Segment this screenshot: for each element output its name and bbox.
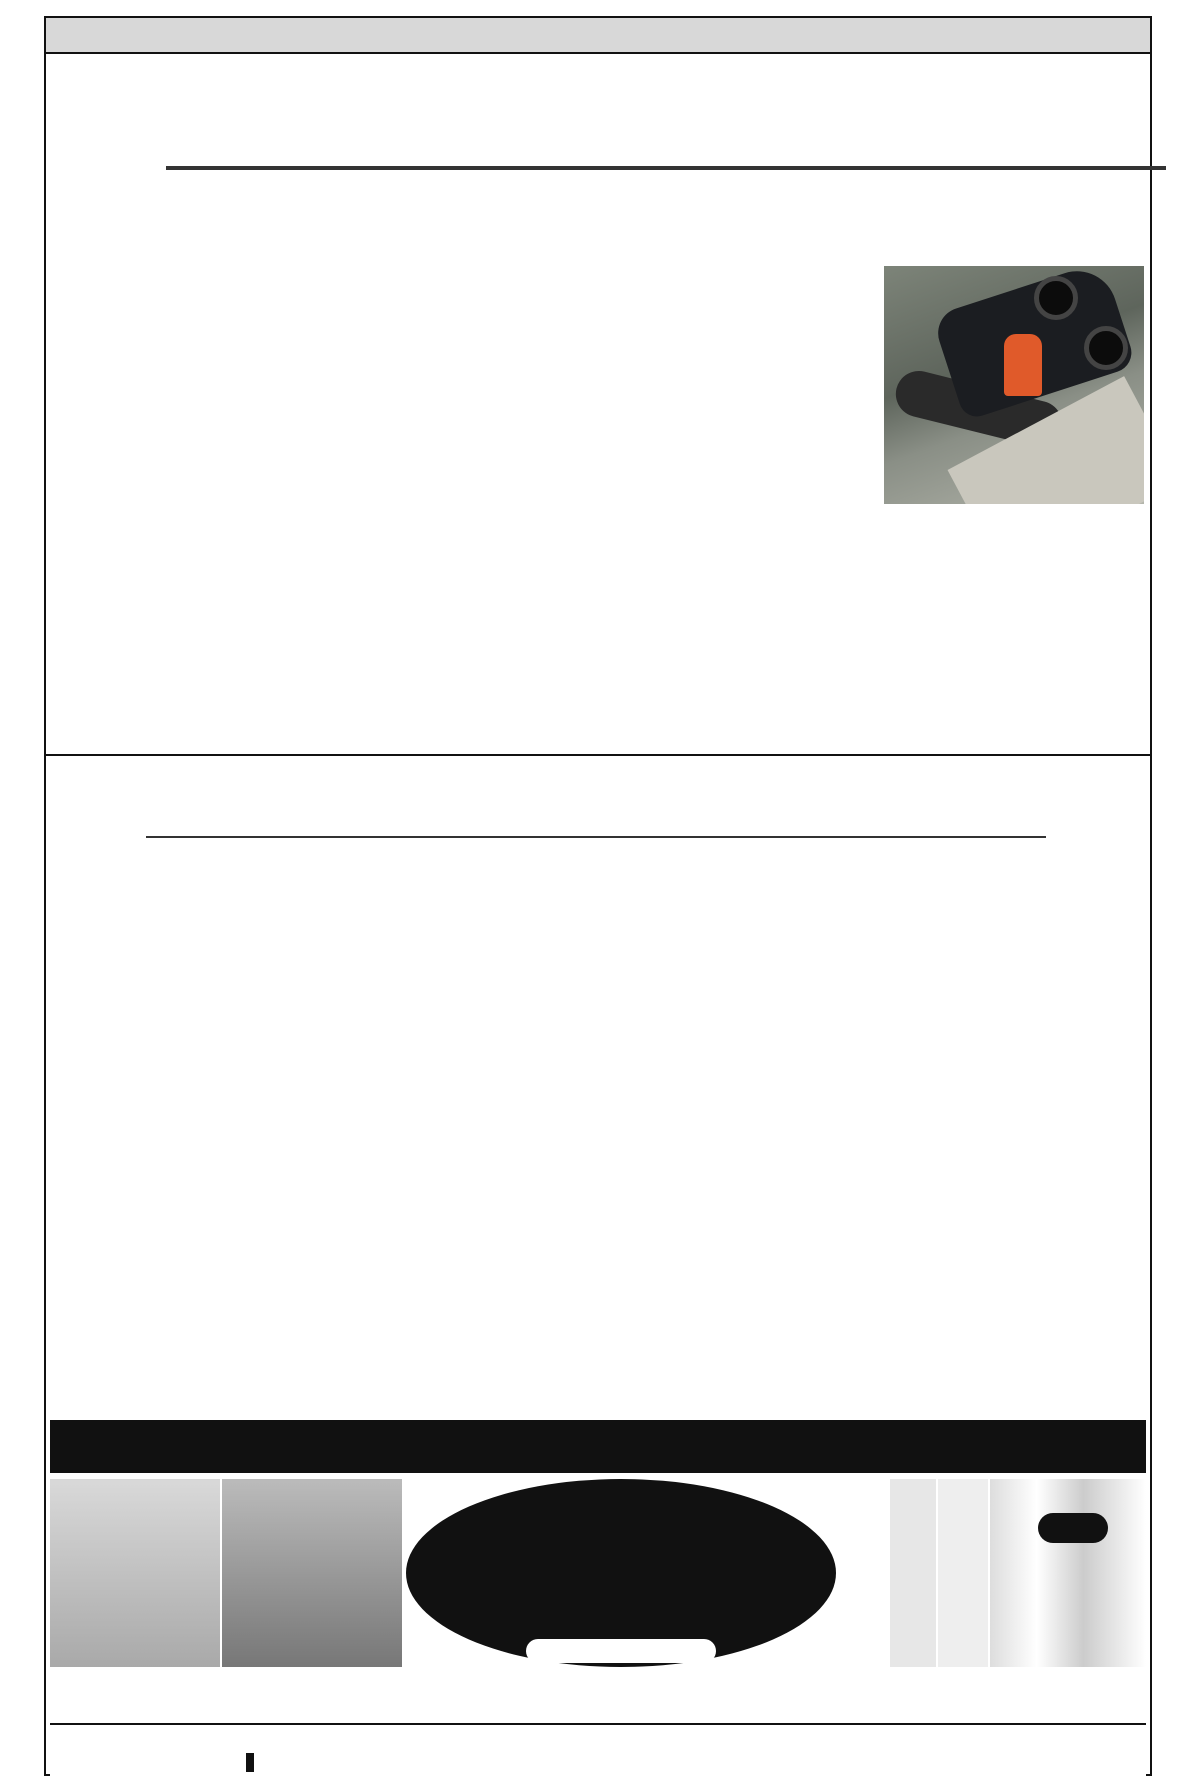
story2-column-4: [894, 918, 1144, 1410]
story1-column-2: [344, 280, 594, 750]
ad-curtain-panel: [990, 1479, 1146, 1667]
ad-banner: [50, 1423, 1146, 1473]
story2-column-1: [64, 918, 314, 1410]
headline-rule: [166, 166, 1166, 170]
ad-photo-snack: [222, 1479, 402, 1667]
ad-curtain-pill: [1038, 1513, 1108, 1543]
renovation-advertisement: [50, 1420, 1146, 1774]
story2-column-2: [344, 918, 594, 1410]
ad-akasuri-label: [890, 1479, 936, 1667]
ad-photo-esthe: [50, 1479, 220, 1667]
story2-rule: [146, 836, 1046, 838]
story1-column-1: [64, 280, 314, 750]
page-header: [46, 18, 1150, 54]
ad-main-oval: [406, 1479, 836, 1667]
story-divider: [46, 754, 1150, 756]
newspaper-page: [44, 16, 1152, 1776]
story2-column-3: [624, 918, 874, 1410]
address-text: [246, 1753, 254, 1773]
car-rescue-photo: [884, 266, 1144, 504]
story1-column-4: [894, 514, 1144, 750]
ad-recruit-pill: [526, 1639, 716, 1663]
story1-column-3: [624, 280, 874, 750]
ad-footer: [50, 1723, 1146, 1777]
ad-waterproof-label: [840, 1479, 888, 1667]
ad-toto-label: [938, 1479, 988, 1667]
ad-product-row: [50, 1675, 1146, 1719]
